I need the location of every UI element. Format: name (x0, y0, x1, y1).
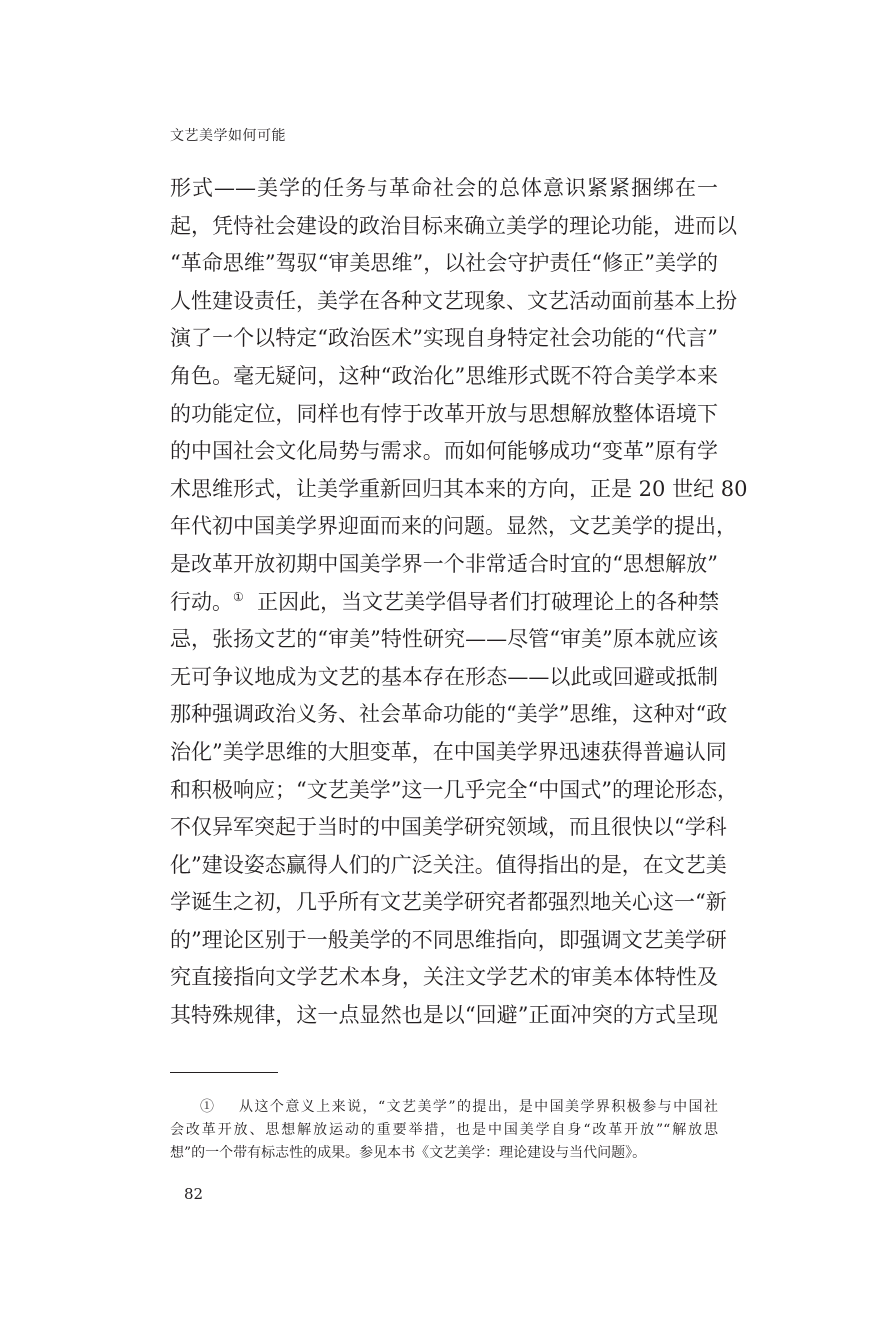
body-line: 那种强调政治义务、社会革命功能的“美学”思维，这种对“政 (170, 702, 728, 727)
footnote-line-text: 从这个意义上来说，“文艺美学”的提出，是中国美学界积极参与中国社 (239, 1099, 719, 1115)
body-line: 的”理论区别于一般美学的不同思维指向，即强调文艺美学研 (170, 927, 727, 952)
body-line: 的功能定位，同样也有悖于改革开放与思想解放整体语境下 (170, 401, 718, 426)
body-line: 忌，张扬文艺的“审美”特性研究——尽管“审美”原本就应该 (170, 627, 718, 652)
footnote-reference-mark[interactable]: ① (233, 589, 244, 604)
body-line-with-footnote (170, 584, 718, 622)
footnote (170, 1096, 718, 1165)
body-line: 的中国社会文化局势与需求。而如何能够成功“变革”原有学 (170, 439, 718, 464)
body-line: 不仅异军突起于当时的中国美学研究领域，而且很快以“学科 (170, 815, 727, 840)
body-line: 起，凭恃社会建设的政治目标来确立美学的理论功能，进而以 (170, 213, 737, 238)
body-line: 和积极响应；“文艺美学”这一几乎完全“中国式”的理论形态， (170, 777, 738, 802)
footnote-divider (170, 1072, 278, 1073)
body-line: 人性建设责任，美学在各种文艺现象、文艺活动面前基本上扮 (170, 288, 737, 313)
body-line: 角色。毫无疑问，这种“政治化”思维形式既不符合美学本来 (170, 363, 718, 388)
body-line: 治化”美学思维的大胆变革，在中国美学界迅速获得普遍认同 (170, 739, 727, 764)
footnote-mark: ① (200, 1099, 216, 1115)
body-line: 形式——美学的任务与革命社会的总体意识紧紧捆绑在一 (170, 176, 718, 200)
footnote-line: 会改革开放、思想解放运动的重要举措，也是中国美学自身“改革开放”“解放思 (170, 1122, 718, 1138)
body-line: 演了一个以特定“政治医术”实现自身特定社会功能的“代言” (170, 326, 718, 351)
body-text (170, 170, 748, 1035)
body-line: 无可争议地成为文艺的基本存在形态——以此或回避或抵制 (170, 664, 718, 689)
footnote-line (170, 1096, 718, 1119)
body-line-tail: 正因此，当文艺美学倡导者们打破理论上的各种禁 (257, 589, 720, 614)
running-head: 文艺美学如何可能 (170, 128, 286, 144)
page-number: 82 (184, 1185, 204, 1203)
footnote-line: 想”的一个带有标志性的成果。参见本书《文艺美学：理论建设与当代问题》。 (170, 1145, 647, 1161)
body-line: 其特殊规律，这一点显然也是以“回避”正面冲突的方式呈现 (170, 1003, 718, 1028)
body-line: 术思维形式，让美学重新回归其本来的方向，正是 20 世纪 80 (170, 476, 748, 501)
body-line: 年代初中国美学界迎面而来的问题。显然，文艺美学的提出， (170, 514, 737, 539)
body-line-head: 行动。 (170, 589, 233, 614)
body-line: 是改革开放初期中国美学界一个非常适合时宜的“思想解放” (170, 551, 718, 576)
body-line: 学诞生之初，几乎所有文艺美学研究者都强烈地关心这一“新 (170, 890, 727, 915)
body-line: 化”建设姿态赢得人们的广泛关注。值得指出的是，在文艺美 (170, 852, 727, 877)
body-line: 究直接指向文学艺术本身，关注文学艺术的审美本体特性及 (170, 965, 718, 990)
body-line: “革命思维”驾驭“审美思维”，以社会守护责任“修正”美学的 (170, 251, 718, 276)
